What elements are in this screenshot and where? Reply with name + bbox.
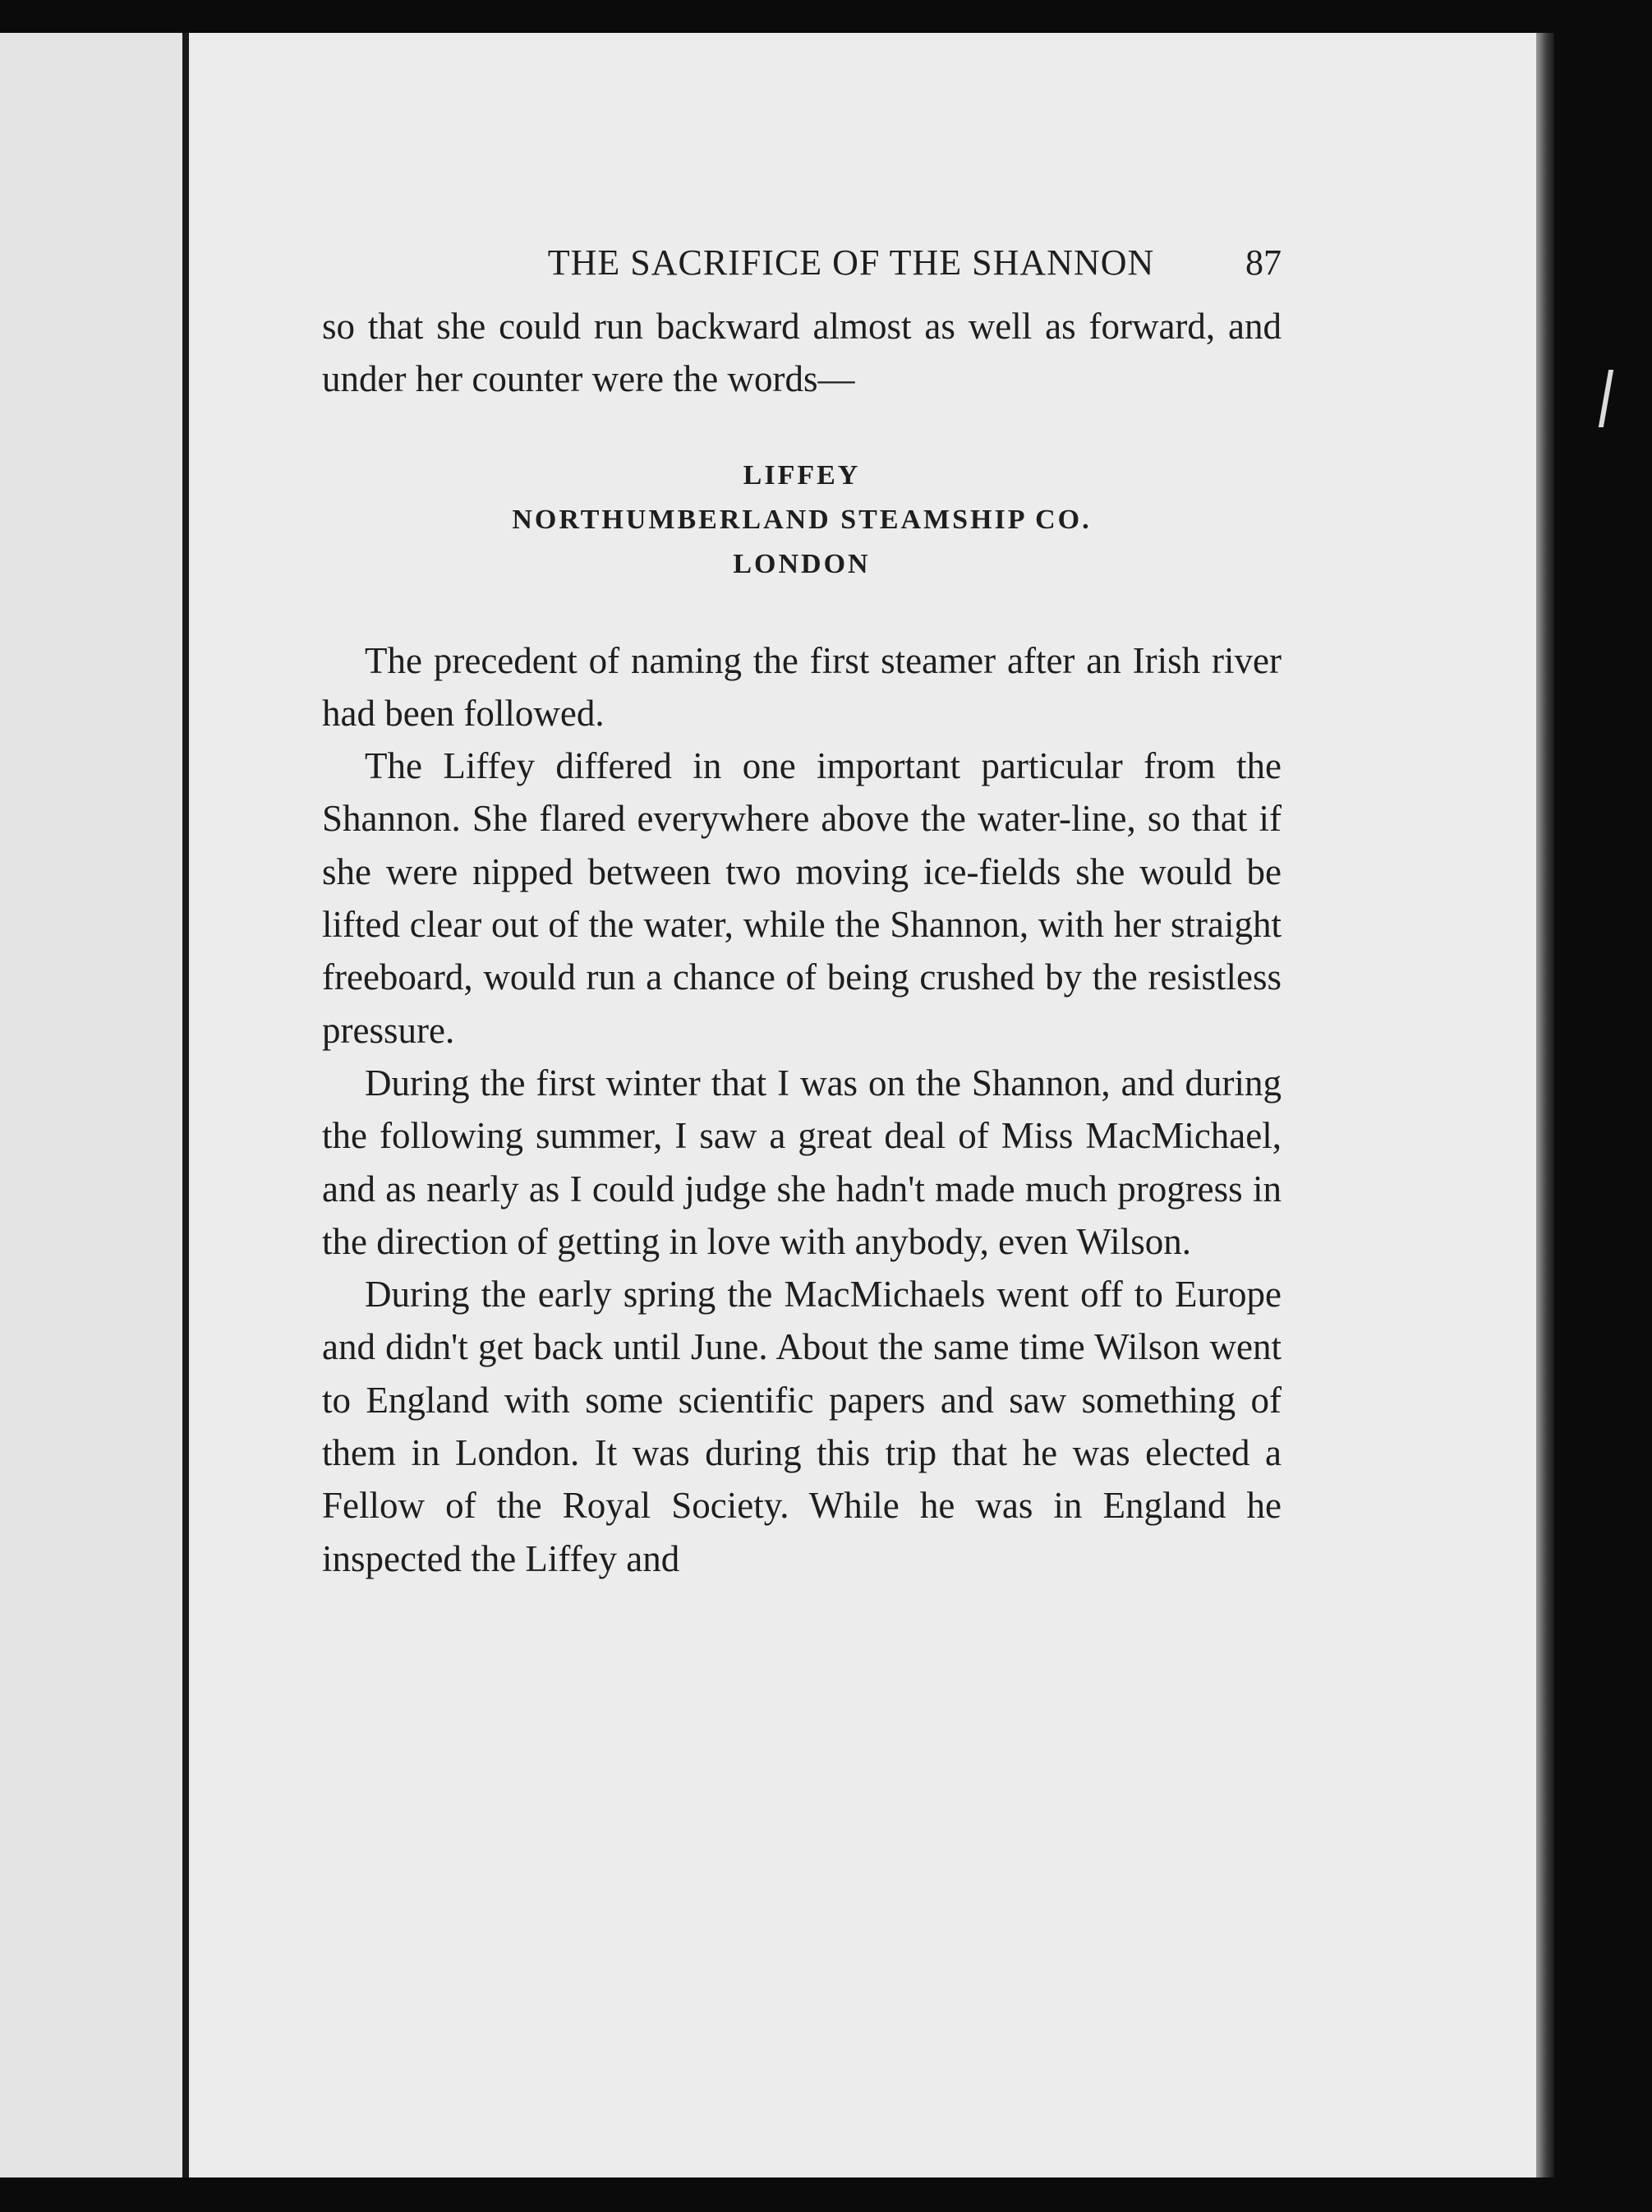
scan-artifact-mark	[1599, 370, 1613, 427]
inscription-line-company: NORTHUMBERLAND STEAMSHIP CO.	[512, 504, 1092, 535]
running-head	[322, 234, 1282, 292]
paragraph-early-spring: During the early spring the MacMichaels went off to Europe and didn't get back until June. About the same time Wilson went to England with some scientific papers and saw something of them in London. It was during this trip that he was elected a Fellow of the Royal Society. While he was in England he inspected the Liffey and	[322, 1274, 1282, 1579]
paragraph-liffey: The Liffey differed in one important particular from the Shannon. She flared everywhere above the water-line, so that if she were nipped between two moving ice-fields she would be lifted clear out of the water, while the Shannon, with her straight freeboard, would run a chance of being crushed by the resistless pressure.	[322, 745, 1282, 1051]
previous-page-edge	[0, 33, 182, 2177]
stern-inscription	[322, 454, 1282, 587]
inscription-line-port: LONDON	[733, 548, 871, 579]
page-edge-shadow	[1536, 33, 1554, 2177]
page-number: 87	[1245, 242, 1282, 283]
paragraph-precedent: The precedent of naming the first steamer after an Irish river had been followed.	[322, 639, 1282, 734]
paragraph-continued: so that she could run backward almost as well as forward, and under her counter were the words—	[322, 306, 1282, 400]
book-gutter	[182, 33, 189, 2177]
paragraph-first-winter: During the first winter that I was on the Shannon, and during the following summer, I saw a great deal of Miss MacMichael, and as nearly as I could judge she hadn't made much progress in the direction of getting in love with anybody, even Wilson.	[322, 1062, 1282, 1262]
page-text	[322, 234, 1282, 1585]
inscription-line-ship: LIFFEY	[743, 459, 861, 491]
running-head-title: THE SACRIFICE OF THE SHANNON	[547, 242, 1155, 283]
